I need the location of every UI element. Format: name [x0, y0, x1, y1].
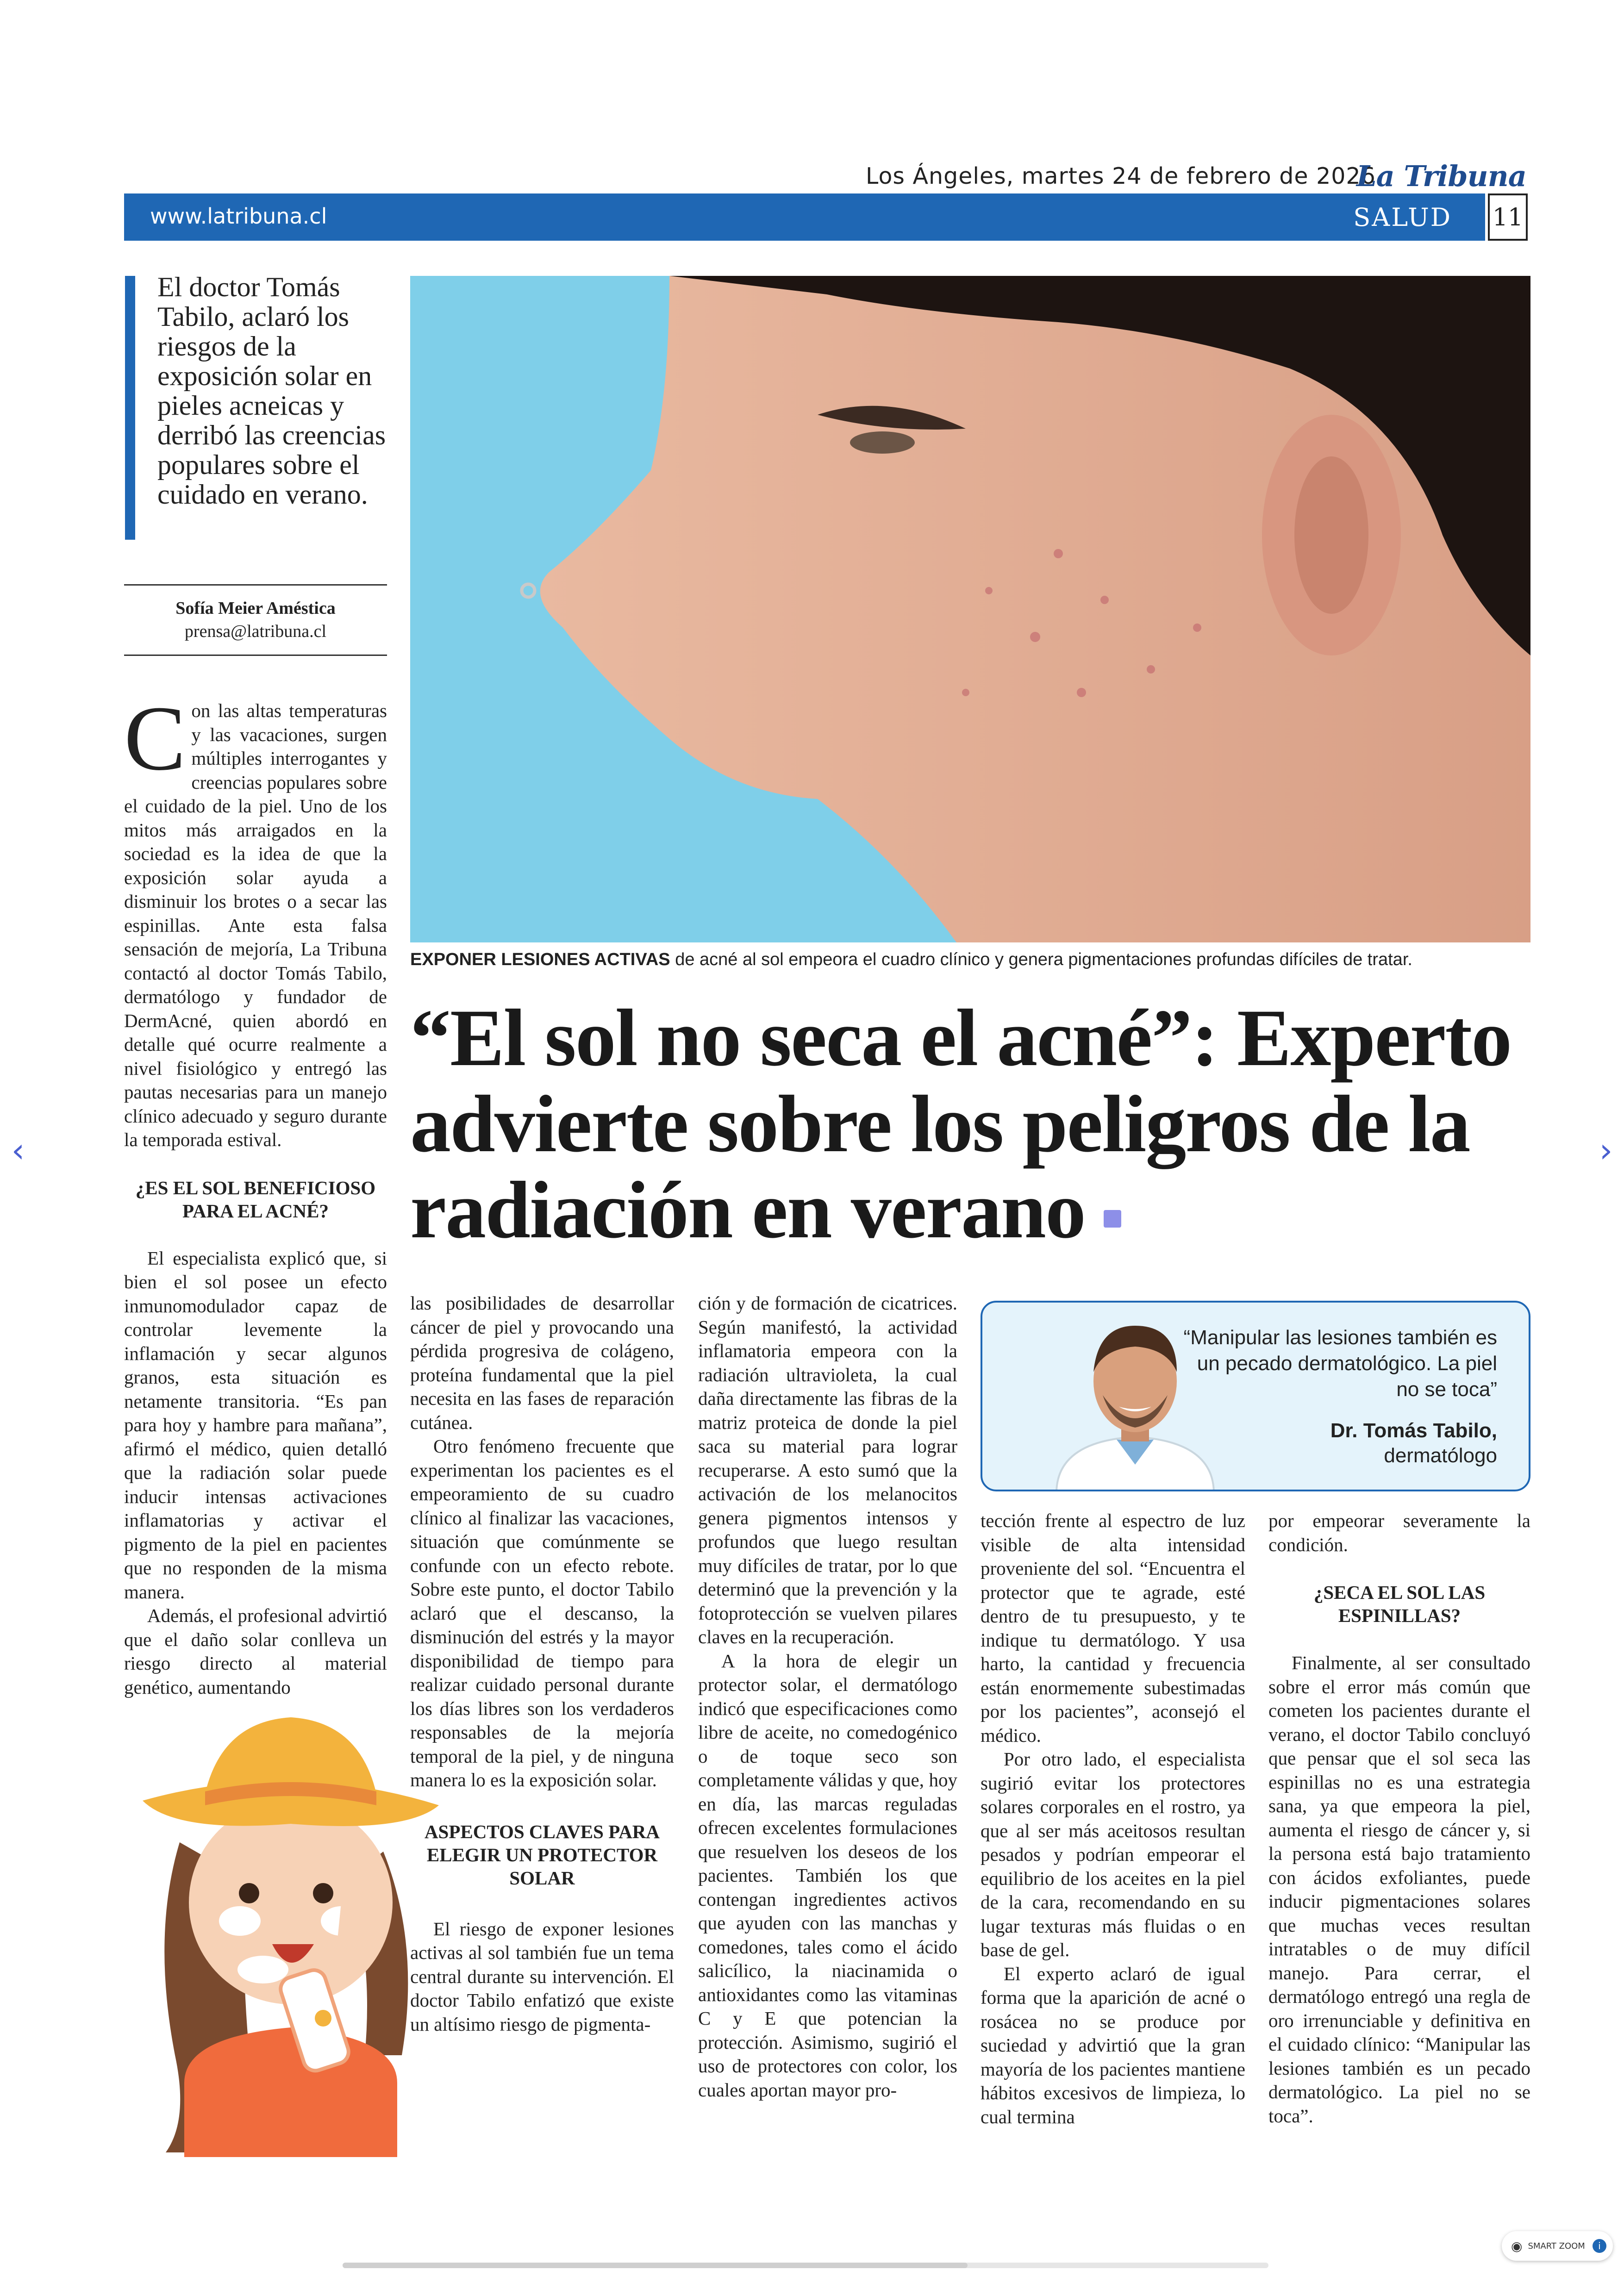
article-paragraph-2: El especialista explicó que, si bien el sol posee un efecto inmunomodulador capaz de controlar levemente la inflamación y secar algunos granos, esta situación es netamente transitoria. “Es pan para hoy y hambre para mañana”, afirmó el médico, quien detalló que la radiación solar puede inducir intensas activaciones inflamatorias y activar el pigmento de la piel en pacientes que no responden de la misma manera. — [124, 1247, 387, 1603]
article-photo — [410, 276, 1530, 942]
article-paragraph-9: tección frente al espectro de luz visible de alta intensidad proveniente del sol. “Encuentra el protector que te agrade, esté dentro de tu presupuesto, y te indique tu dermatólogo. Y usa harto, la cantidad y frecuencia están enormemente subestimadas por los pacientes”, aconsejó el médico. — [981, 1510, 1245, 1746]
info-badge: i — [1593, 2239, 1606, 2253]
article-column-2 — [410, 1291, 674, 2036]
section-label: SALUD — [1353, 203, 1452, 232]
article-paragraph-7: ción y de formación de cicatrices. Según manifestó, la actividad inflamatoria empeora con la radiación ultravioleta, la cual daña directamente las fibras de la matriz proteica de donde la piel saca su material para lograr recuperarse. A esto sumó que la activación de los melanocitos genera pigmentos intensos y profundos que luego resultan muy difíciles de tratar, por lo que determinó que la prevención y la fotoprotección se vuelven pilares claves en la recuperación. — [698, 1292, 957, 1647]
article-paragraph-4: las posibilidades de desarrollar cáncer de piel y provocando una pérdida progresiva de colágeno, proteína fundamental que la piel necesita en las fases de reparación cutánea. — [410, 1292, 674, 1433]
article-paragraph-5: Otro fenómeno frecuente que experimentan los pacientes es el empeoramiento de su cuadro clínico al finalizar las vacaciones, situación que comúnmente se confunde con un efecto rebote. Sobre este punto, el doctor Tabilo aclaró que el descanso, la disminución del estrés y la mayor disponibilidad de tiempo para realizar cuidado personal durante los días libres son los verdaderos responsables de la mejoría temporal de la piel, y de ninguna manera lo es la exposición solar. — [410, 1435, 674, 1790]
prev-page-button[interactable]: ‹ — [11, 1131, 25, 1170]
byline-author: Sofía Meier Améstica — [175, 599, 336, 618]
photo-caption: EXPONER LESIONES ACTIVAS de acné al sol empeora el cuadro clínico y genera pigmentaciones profundas difíciles de tratar. — [410, 950, 1412, 969]
next-page-button[interactable]: › — [1599, 1131, 1613, 1170]
newspaper-logo: La Tribuna — [1356, 159, 1526, 193]
quote-box — [981, 1301, 1530, 1491]
article-column-1 — [124, 687, 387, 1699]
byline-email: prensa@latribuna.cl — [184, 622, 327, 641]
subheading-2: ASPECTOS CLAVES PARA ELEGIR UN PROTECTOR SOLAR — [424, 1821, 660, 1889]
scrollbar-thumb[interactable] — [343, 2263, 968, 2268]
site-url: www.latribuna.cl — [150, 204, 327, 229]
eye-icon: ◉ — [1511, 2238, 1523, 2254]
headline: “El sol no seca el acné”: Experto advierte sobre los peligros de la radiación en verano — [410, 993, 1512, 1255]
article-column-5 — [1268, 1509, 1530, 2128]
quote-text: “Manipular las lesiones también es un pecado dermatológico. La piel no se toca” — [1183, 1326, 1497, 1401]
lead-summary: El doctor Tomás Tabilo, aclaró los riesgos de la exposición solar en pieles acneicas y derribó las creencias populares sobre el cuidado en verano. — [157, 272, 386, 510]
article-paragraph-10: Por otro lado, el especialista sugirió evitar los protectores solares corporales en el rostro, ya que al ser más aceitosos resultan pesados y podrían empeorar el equilibrio de los aceites en la piel de la cara, recomendando en su lugar texturas más fluidas o en base de gel. — [981, 1748, 1245, 1960]
page-number: 11 — [1488, 193, 1528, 241]
lead-rule — [125, 276, 135, 540]
subheading-1: ¿ES EL SOL BENEFICIOSO PARA EL ACNÉ? — [135, 1177, 376, 1222]
horizontal-scrollbar[interactable] — [343, 2263, 1268, 2268]
article-paragraph-1: Con las altas temperaturas y las vacaciones, surgen múltiples interrogantes y creencias populares sobre el cuidado de la piel. Uno de los mitos más arraigados en la sociedad es la idea de que la exposición solar ayuda a disminuir los brotes o a secar las espinillas. Ante esta falsa sensación de mejoría, La Tribuna contactó al doctor Tomás Tabilo, dermatólogo y fundador de DermAcné, quien abordó en detalle qué ocurre realmente a nivel fisiológico y entregó las pautas necesarias para un manejo clínico adecuado y seguro durante la temporada estival. — [124, 687, 387, 1150]
article-paragraph-8: A la hora de elegir un protector solar, el dermatólogo indicó que especificaciones como libre de aceite, no comedogénico o de toque seco son completamente válidas y que, hoy en día, las marcas reguladas ofrecen excelentes formulaciones que resuelven los deseos de los pacientes. También los que contengan ingredientes activos que ayuden con las manchas y comedones, tales como el ácido salicílico, la niacinamida o antioxidantes como las vitaminas C y E que potencian la protección. Asimismo, sugirió el uso de protectores con color, los cuales aportan mayor pro- — [698, 1650, 957, 2101]
smart-zoom-label: SMART ZOOM — [1528, 2241, 1585, 2251]
end-mark-icon — [1104, 1210, 1121, 1228]
byline-divider-bottom — [124, 655, 387, 656]
article-paragraph-12: por empeorar severamente la condición. — [1268, 1510, 1530, 1555]
article-column-3 — [698, 1291, 957, 2102]
article-paragraph-11: El experto aclaró de igual forma que la aparición de acné o rosácea no se produce por suciedad y advirtió que la gran mayoría de los pacientes mantiene hábitos excesivos de limpieza, lo cual termina — [981, 1963, 1245, 2127]
smart-zoom-button[interactable] — [1502, 2231, 1613, 2261]
article-column-4 — [981, 1509, 1245, 2129]
header-bar — [124, 193, 1485, 241]
sunscreen-girl-illustration — [124, 1703, 457, 2157]
subheading-3: ¿SECA EL SOL LAS ESPINILLAS? — [1313, 1582, 1486, 1626]
article-paragraph-3: Además, el profesional advirtió que el daño solar conlleva un riesgo directo al material genético, aumentando — [124, 1605, 387, 1698]
dateline: Los Ángeles, martes 24 de febrero de 2026 — [866, 163, 1376, 189]
article-paragraph-6: El riesgo de exponer lesiones activas al sol también fue un tema central durante su intervención. El doctor Tabilo enfatizó que existe un altísimo riesgo de pigmenta- — [410, 1918, 674, 2035]
byline-divider-top — [124, 584, 387, 586]
article-paragraph-13: Finalmente, al ser consultado sobre el error más común que cometen los pacientes durante el verano, el doctor Tabilo concluyó que pensar que el sol seca las espinillas no es una estrategia sana, ya que empeora la piel, aumenta el riesgo de cáncer y, si la persona está bajo tratamiento con ácidos exfoliantes, puede inducir pigmentaciones solares que muchas veces resultan intratables o de muy difícil manejo. Para cerrar, el dermatólogo entregó una regla de oro irrenunciable y definitiva en el cuidado clínico: “Manipular las lesiones también es un pecado dermatológico. La piel no se toca”. — [1268, 1652, 1530, 2127]
drop-cap: C — [124, 687, 186, 790]
quote-author: Dr. Tomás Tabilo, dermatólogo — [1330, 1419, 1497, 1467]
